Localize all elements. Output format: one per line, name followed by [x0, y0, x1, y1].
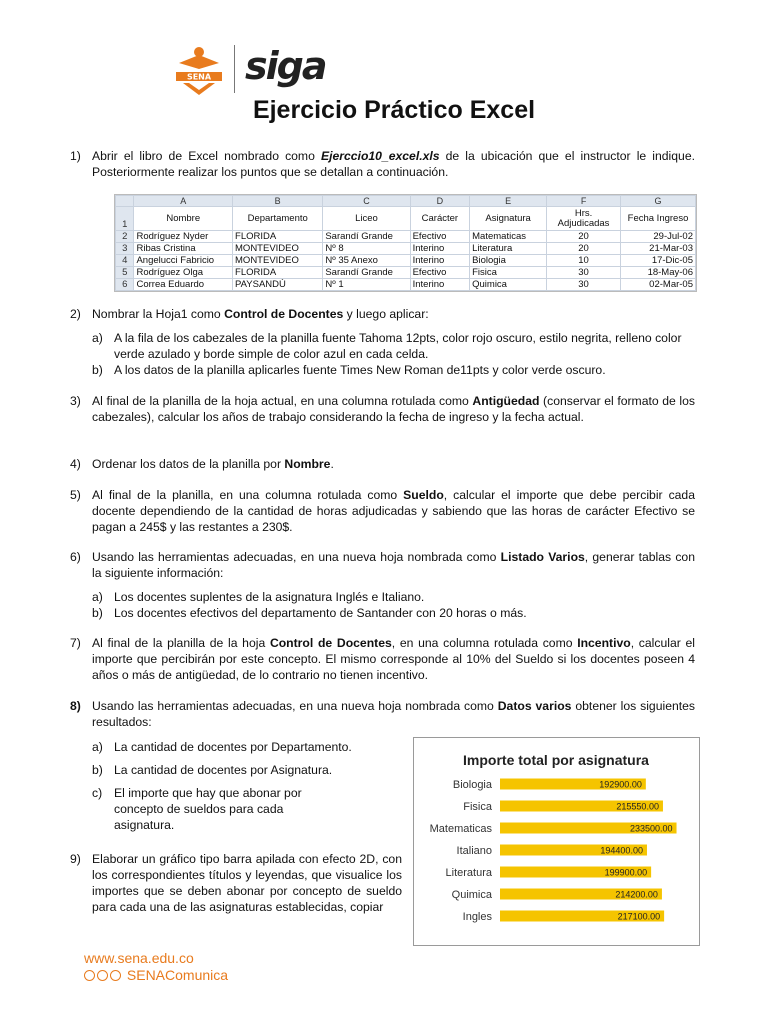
chart-data-label: 233500.00: [629, 823, 673, 834]
item-1: 1) Abrir el libro de Excel nombrado como Ejerccio10_excel.xls de la ubicación que el instructor le indique. Posteriormente realizar los puntos que se detallan a continuación.: [70, 149, 695, 179]
chart-title: Importe total por asignatura: [463, 752, 649, 768]
sheet-row: 3 Ribas Cristina MONTEVIDEO Nº 8 Interino Literatura 20 21-Mar-03: [116, 243, 696, 255]
sheet-row: 2 Rodríguez Nyder FLORIDA Sarandí Grande Efectivo Matematicas 20 29-Jul-02: [116, 231, 696, 243]
item-8c: c) El importe que hay que abonar por concepto de sueldos para cada asignatura.: [92, 786, 302, 832]
youtube-icon: [97, 970, 108, 981]
chart-data-label: 192900.00: [599, 779, 642, 790]
sheet-header-row: 1 Nombre Departamento Liceo Carácter Asignatura Hrs. Adjudicadas Fecha Ingreso: [116, 207, 696, 231]
footer-social-handle[interactable]: SENAComunica: [126, 967, 229, 983]
asignatura-bar-chart: [413, 737, 700, 946]
sena-logo-text: SENA: [186, 72, 212, 82]
item-7: 7) Al final de la planilla de la hoja Control de Docentes, en una columna rotulada como Incentivo, calcular el importe que percibirán por este concepto. El mismo corresponde al 10% del Sueldo si los docentes poseen 4 años o más de antigüedad, de lo contrario no tienen incentivo.: [70, 636, 695, 682]
sheet-column-letters: A B C D E F G: [116, 196, 696, 207]
item-2: 2) Nombrar la Hoja1 como Control de Docentes y luego aplicar:: [70, 307, 429, 321]
item-6: 6) Usando las herramientas adecuadas, en una nueva hoja nombrada como Listado Varios, generar tablas con la siguiente información:: [70, 550, 695, 580]
chart-category-label: Matematicas: [429, 823, 492, 835]
item-2b: b) A los datos de la planilla aplicarles fuente Times New Roman de11pts y color verde oscuro.: [92, 363, 606, 377]
logo-divider: [234, 45, 235, 93]
chart-category-label: Fisica: [463, 801, 492, 813]
chart-category-label: Literatura: [445, 867, 492, 879]
file-name: Ejerccio10_excel.xls: [320, 149, 440, 163]
sena-logo: [173, 45, 225, 95]
chart-data-label: 217100.00: [617, 911, 661, 922]
item-8b: b) La cantidad de docentes por Asignatura.: [92, 763, 333, 777]
sheet-row: 4 Angelucci Fabricio MONTEVIDEO Nº 35 Anexo Interino Biologia 10 17-Dic-05: [116, 255, 696, 267]
item-9: 9) Elaborar un gráfico tipo barra apilada con efecto 2D, con los correspondientes títulos y leyendas, que visualice los importes que se deben abonar por concepto de sueldo para cada una de las asignaturas establecidas, copiar: [70, 852, 402, 914]
item-3: 3) Al final de la planilla de la hoja actual, en una columna rotulada como Antigüedad (conservar el formato de los cabezales), calcular los años de trabajo considerando la fecha de ingreso y la fecha actual.: [70, 394, 695, 424]
footer-social: [84, 967, 228, 983]
chart-category-label: Italiano: [456, 845, 492, 857]
sheet-row: 5 Rodríguez Olga FLORIDA Sarandí Grande Efectivo Fisica 30 18-May-06: [116, 267, 696, 279]
sheet-row: 6 Correa Eduardo PAYSANDÚ Nº 1 Interino Quimica 30 02-Mar-05: [116, 279, 696, 291]
item-4: 4) Ordenar los datos de la planilla por Nombre.: [70, 457, 334, 471]
chart-data-label: 214200.00: [615, 889, 658, 900]
item-6b: b) Los docentes efectivos del departamento de Santander con 20 horas o más.: [92, 606, 527, 620]
chart-data-label: 194400.00: [600, 845, 643, 856]
item-2a: a) A la fila de los cabezales de la planilla fuente Tahoma 12pts, color rojo oscuro, estilo negrita, relleno color verde azulado y borde simple de color azul en cada celda.: [92, 331, 682, 361]
page-title: Ejercicio Práctico Excel: [252, 96, 536, 124]
chart-data-label: 215550.00: [616, 801, 659, 812]
chart-category-label: Ingles: [462, 911, 492, 923]
footer-url[interactable]: www.sena.edu.co: [84, 950, 194, 966]
item-8a: a) La cantidad de docentes por Departamento.: [92, 740, 352, 754]
facebook-icon: [110, 970, 121, 981]
chart-data-label: 199900.00: [604, 867, 648, 878]
twitter-icon: [84, 970, 95, 981]
item-8: 8) Usando las herramientas adecuadas, en una nueva hoja nombrada como Datos varios obtener los siguientes resultados:: [70, 699, 696, 729]
siga-logo: siga: [245, 44, 326, 88]
spreadsheet-image: [114, 194, 697, 292]
item-5: 5) Al final de la planilla, en una columna rotulada como Sueldo, calcular el importe que debe percibir cada docente dependiendo de la cantidad de horas adjudicadas y sabiendo que las horas de carácter Efectivo se pagan a 245$ y las restantes a 230$.: [70, 488, 695, 534]
item-6a: a) Los docentes suplentes de la asignatura Inglés e Italiano.: [92, 590, 425, 604]
chart-category-label: Biologia: [452, 779, 492, 791]
chart-svg: [414, 738, 699, 945]
chart-category-label: Quimica: [451, 889, 492, 901]
